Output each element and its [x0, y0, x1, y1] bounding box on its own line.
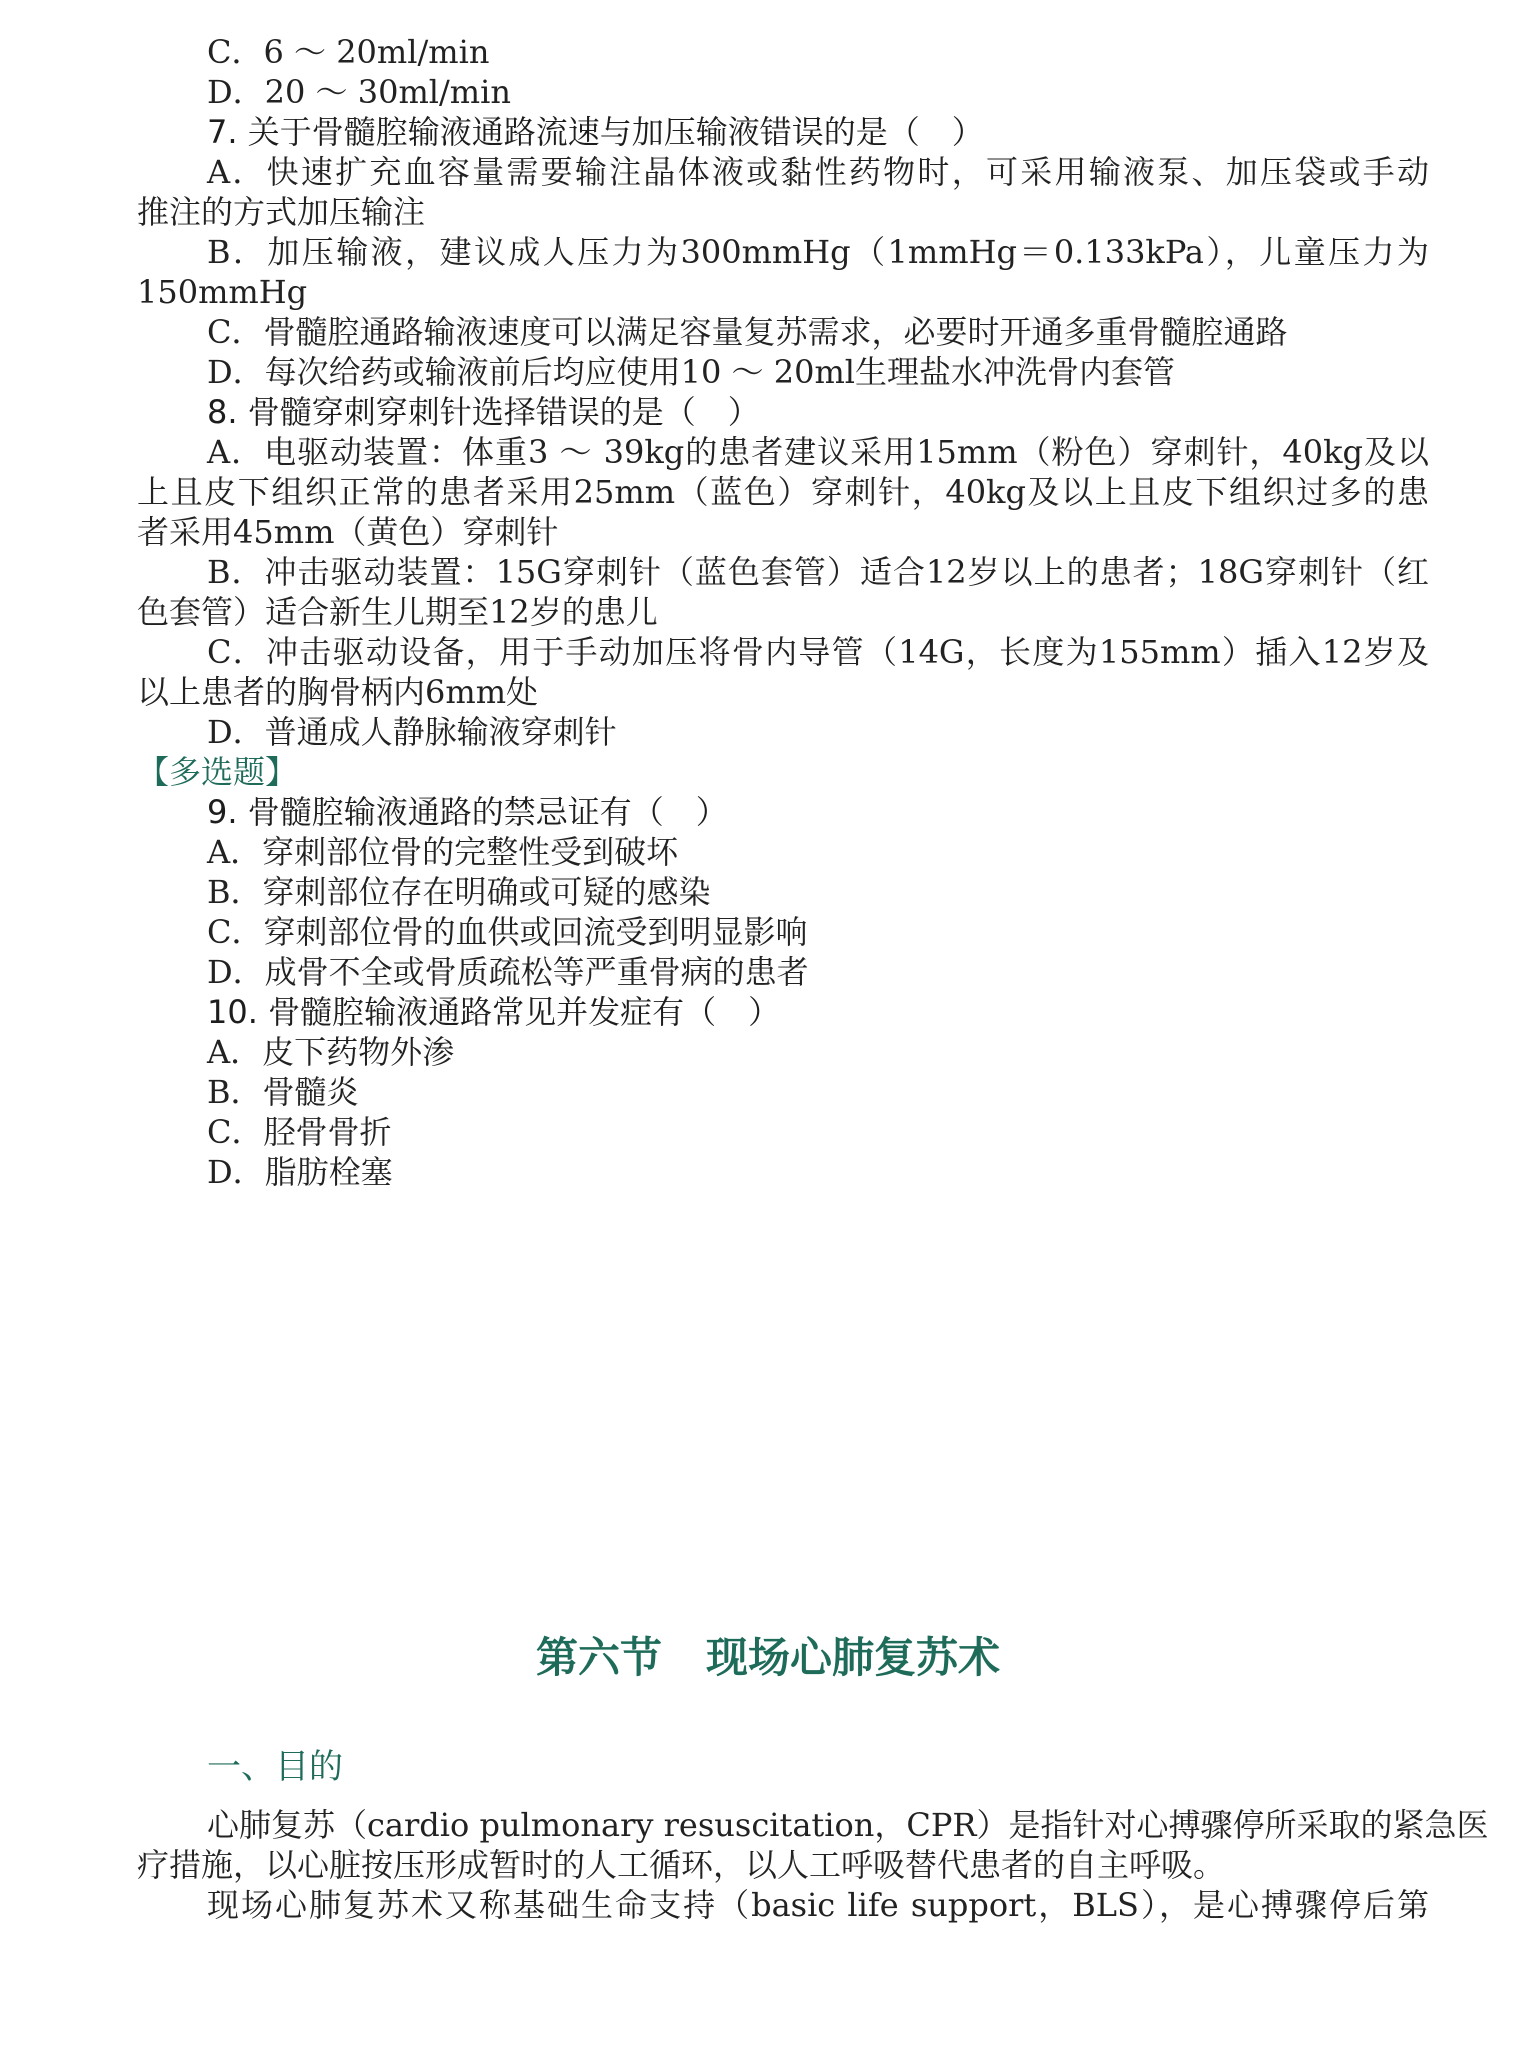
option-9b: B．穿刺部位存在明确或可疑的感染	[207, 873, 711, 911]
question-9: 9. 骨髓腔输液通路的禁忌证有（ ）	[207, 793, 728, 831]
body-paragraph-2-line1: 现场心肺复苏术又称基础生命支持（basic life support，BLS），是心搏骤停后第	[207, 1886, 1429, 1924]
option-9c: C．穿刺部位骨的血供或回流受到明显影响	[207, 913, 808, 951]
option-7d: D．每次给药或输液前后均应使用10 ～ 20ml生理盐水冲洗骨内套管	[207, 353, 1176, 391]
option-9d: D．成骨不全或骨质疏松等严重骨病的患者	[207, 953, 809, 991]
option-8c-line2: 以上患者的胸骨柄内6mm处	[137, 673, 539, 711]
option-8d: D．普通成人静脉输液穿刺针	[207, 713, 617, 751]
option-6d: D．20 ～ 30ml/min	[207, 73, 511, 111]
section-multiple-choice: 【多选题】	[137, 753, 298, 791]
question-8: 8. 骨髓穿刺穿刺针选择错误的是（ ）	[207, 393, 760, 431]
option-8a-line3: 者采用45mm（黄色）穿刺针	[137, 513, 559, 551]
option-8a-line2: 上且皮下组织正常的患者采用25mm（蓝色）穿刺针，40kg及以上且皮下组织过多的患	[137, 473, 1429, 511]
option-7b-line1: B．加压输液，建议成人压力为300mmHg（1mmHg＝0.133kPa），儿童压力为	[207, 233, 1429, 271]
chapter-number: 第六节	[535, 1633, 662, 1682]
option-8b-line1: B．冲击驱动装置：15G穿刺针（蓝色套管）适合12岁以上的患者；18G穿刺针（红	[207, 553, 1429, 591]
option-10b: B．骨髓炎	[207, 1073, 359, 1111]
option-10d: D．脂肪栓塞	[207, 1153, 393, 1191]
body-paragraph-1-line1: 心肺复苏（cardio pulmonary resuscitation，CPR）是指针对心搏骤停所采取的紧急医	[207, 1806, 1489, 1844]
option-8c-line1: C．冲击驱动设备，用于手动加压将骨内导管（14G，长度为155mm）插入12岁及	[207, 633, 1429, 671]
option-10c: C．胫骨骨折	[207, 1113, 392, 1151]
option-7a-line2: 推注的方式加压输注	[137, 193, 426, 231]
heading-purpose: 一、目的	[207, 1747, 343, 1787]
option-6c: C．6 ～ 20ml/min	[207, 33, 490, 71]
option-7a-line1: A．快速扩充血容量需要输注晶体液或黏性药物时，可采用输液泵、加压袋或手动	[207, 153, 1429, 191]
question-7: 7. 关于骨髓腔输液通路流速与加压输液错误的是（ ）	[207, 113, 984, 151]
option-9a: A．穿刺部位骨的完整性受到破坏	[207, 833, 679, 871]
option-8a-line1: A．电驱动装置：体重3 ～ 39kg的患者建议采用15mm（粉色）穿刺针，40kg及以	[207, 433, 1429, 471]
chapter-title	[0, 1632, 1536, 1684]
chapter-name: 现场心肺复苏术	[706, 1633, 1001, 1682]
body-paragraph-1-line2: 疗措施，以心脏按压形成暂时的人工循环，以人工呼吸替代患者的自主呼吸。	[137, 1846, 1226, 1884]
option-7b-line2: 150mmHg	[137, 273, 308, 311]
question-10: 10. 骨髓腔输液通路常见并发症有（ ）	[207, 993, 781, 1031]
option-8b-line2: 色套管）适合新生儿期至12岁的患儿	[137, 593, 658, 631]
option-7c: C．骨髓腔通路输液速度可以满足容量复苏需求，必要时开通多重骨髓腔通路	[207, 313, 1288, 351]
option-10a: A．皮下药物外渗	[207, 1033, 455, 1071]
